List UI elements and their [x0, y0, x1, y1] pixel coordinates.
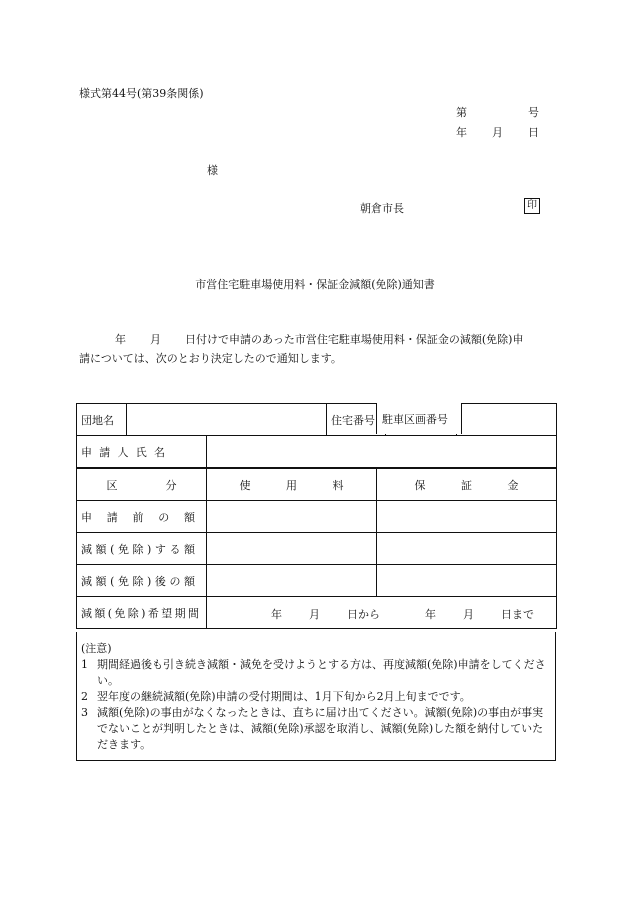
label-applicant-name-text: 申請人氏名	[81, 445, 165, 459]
row-period	[77, 597, 557, 629]
note-text: 減額(免除)の事由がなくなったときは、直ちに届け出てください。減額(免除)の事由が事実でないことが判明したときは、減額(免除)承認を取消し、減額(免除)した額を納付していただきます。	[97, 706, 544, 751]
seal-mark: 印	[524, 198, 540, 214]
body-line2: 請については、次のとおり決定したので通知します。	[79, 352, 342, 365]
label-parking-wrapper	[457, 404, 557, 436]
form-table	[76, 403, 557, 629]
header-deposit	[377, 468, 557, 501]
date-year: 年	[456, 126, 467, 139]
field-after-usage[interactable]	[207, 565, 377, 597]
notes-heading: (注意)	[81, 642, 112, 655]
label-before-amount	[77, 501, 207, 533]
row-complex	[77, 404, 557, 436]
label-before-amount-text: 申請前の額	[81, 510, 195, 524]
row-before	[77, 501, 557, 533]
field-reduction-usage[interactable]	[207, 533, 377, 565]
period-to-month: 月	[463, 608, 474, 621]
doc-number-prefix: 第	[456, 106, 467, 119]
header-usage-fee	[207, 468, 377, 501]
issuer-name: 朝倉市長	[360, 202, 404, 215]
date-day: 日	[528, 126, 539, 139]
period-to-year: 年	[425, 608, 436, 621]
header-category	[77, 468, 207, 501]
notes-section	[76, 632, 556, 761]
period-from-year: 年	[271, 608, 282, 621]
label-reduction-amount-text: 減額(免除)する額	[81, 542, 195, 556]
field-complex-name[interactable]	[127, 404, 327, 436]
label-reduction-amount	[77, 533, 207, 565]
field-applicant-name[interactable]	[207, 436, 557, 469]
date-month: 月	[492, 126, 503, 139]
label-after-amount-text: 減額(免除)後の額	[81, 574, 195, 588]
label-after-amount	[77, 565, 207, 597]
field-reduction-deposit[interactable]	[377, 533, 557, 565]
row-after	[77, 565, 557, 597]
note-text: 期間経過後も引き続き減額・減免を受けようとする方は、再度減額(免除)申請をしてください。	[97, 658, 546, 687]
addressee-suffix: 様	[207, 164, 218, 177]
label-complex-name: 団地名	[77, 404, 127, 436]
note-item	[81, 705, 551, 753]
note-number: 3	[81, 706, 88, 719]
field-before-usage[interactable]	[207, 501, 377, 533]
label-parking-number: 駐車区画番号	[376, 403, 462, 434]
header-usage-fee-text: 使用料	[239, 478, 344, 492]
row-reduction	[77, 533, 557, 565]
doc-number-suffix: 号	[528, 106, 539, 119]
body-month: 月	[150, 333, 161, 346]
note-number: 2	[81, 690, 88, 703]
note-item	[81, 657, 551, 689]
label-period	[77, 597, 207, 629]
body-text	[79, 330, 551, 368]
label-applicant-name	[77, 436, 207, 469]
label-house-number-text: 住宅番号	[327, 404, 386, 435]
document-title: 市営住宅駐車場使用料・保証金減額(免除)通知書	[195, 278, 435, 291]
field-after-deposit[interactable]	[377, 565, 557, 597]
header-category-text: 区分	[106, 478, 177, 492]
header-deposit-text: 保証金	[414, 478, 519, 492]
body-year: 年	[115, 333, 126, 346]
row-header	[77, 468, 557, 501]
note-item	[81, 689, 551, 705]
body-line1: 日付けで申請のあった市営住宅駐車場使用料・保証金の減額(免除)申	[185, 333, 524, 346]
period-from-month: 月	[309, 608, 320, 621]
period-to-day: 日まで	[501, 608, 534, 621]
form-number: 様式第44号(第39条関係)	[79, 87, 204, 100]
note-text: 翌年度の継続減額(免除)申請の受付期間は、1月下旬から2月上旬までです。	[97, 690, 471, 703]
field-before-deposit[interactable]	[377, 501, 557, 533]
period-from-day: 日から	[347, 608, 380, 621]
label-period-text: 減額(免除)希望期間	[81, 606, 199, 620]
note-number: 1	[81, 658, 88, 671]
field-period[interactable]	[207, 597, 557, 629]
row-applicant	[77, 436, 557, 469]
